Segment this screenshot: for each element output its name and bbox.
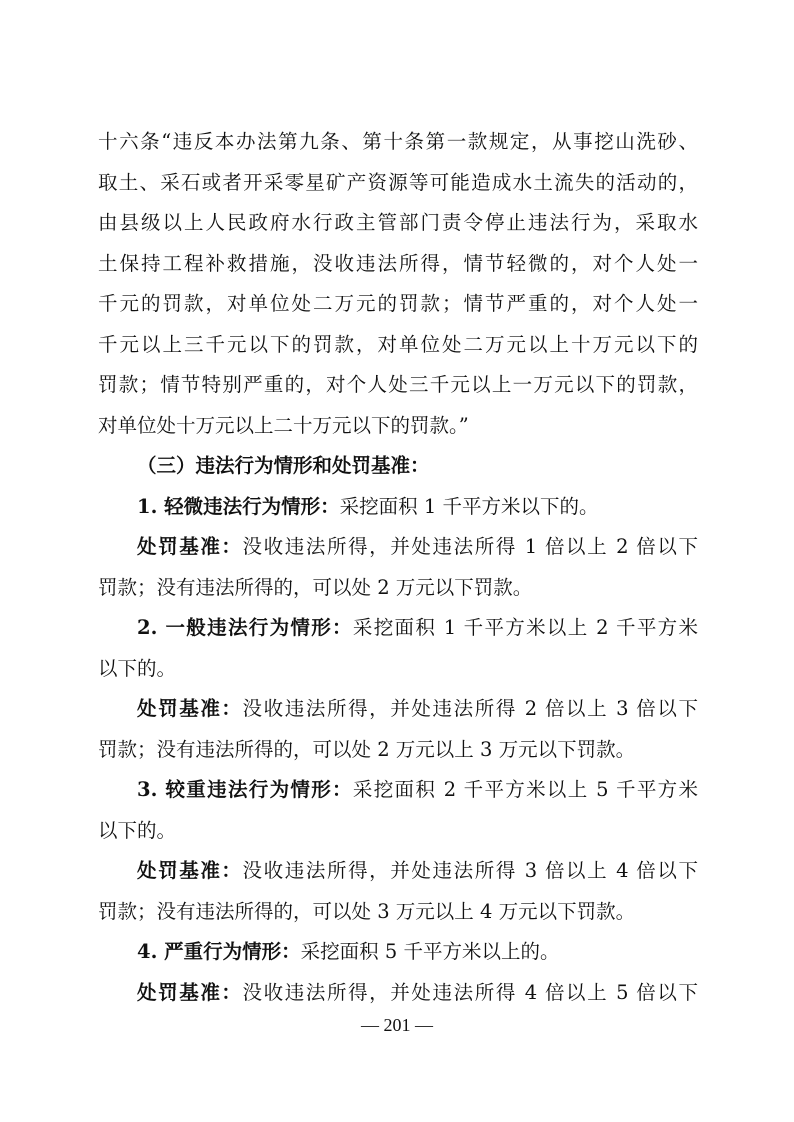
item-text: 采挖面积 2 千平方米以上 5 千平方米	[352, 778, 698, 801]
basis-line	[98, 527, 698, 568]
situation-line	[98, 770, 698, 811]
basis-label: 处罚基准：	[137, 859, 243, 882]
item-2-situation	[98, 608, 698, 689]
text-line: 罚款；情节特别严重的，对个人处三千元以上一万元以下的罚款，	[98, 373, 698, 396]
basis-text: 没收违法所得，并处违法所得 1 倍以上 2 倍以下	[242, 535, 698, 558]
section-heading: （三）违法行为情形和处罚基准：	[137, 454, 430, 477]
situation-line: 以下的。	[98, 656, 177, 680]
basis-text: 没收违法所得，并处违法所得 2 倍以上 3 倍以下	[242, 697, 698, 720]
situation-line: 以下的。	[98, 818, 177, 842]
item-text: 采挖面积 5 千平方米以上的。	[300, 940, 560, 963]
text-line: 千元以上三千元以下的罚款，对单位处二万元以上十万元以下的	[98, 332, 698, 356]
item-text: 采挖面积 1 千平方米以上 2 千平方米	[352, 616, 698, 639]
text-line: 对单位处十万元以上二十万元以下的罚款。”	[98, 413, 469, 437]
item-label: 2. 一般违法行为情形：	[137, 616, 353, 639]
page-number: — 201 —	[361, 1015, 433, 1035]
text-line: 千元的罚款，对单位处二万元的罚款；情节严重的，对个人处一	[98, 292, 698, 315]
basis-line	[98, 851, 698, 892]
situation-line	[98, 608, 698, 649]
basis-line: 罚款；没有违法所得的，可以处 2 万元以上 3 万元以下罚款。	[98, 737, 636, 761]
basis-label: 处罚基准：	[137, 980, 243, 1004]
item-label: 4. 严重行为情形：	[137, 940, 301, 963]
text-line: 土保持工程补救措施，没收违法所得，情节轻微的，对个人处一	[98, 251, 698, 275]
basis-text: 没收违法所得，并处违法所得 4 倍以上 5 倍以下	[242, 980, 698, 1004]
basis-label: 处罚基准：	[137, 535, 243, 558]
text-line: 由县级以上人民政府水行政主管部门责令停止违法行为，采取水	[98, 211, 698, 234]
basis-text: 没收违法所得，并处违法所得 3 倍以上 4 倍以下	[242, 859, 698, 882]
item-text: 采挖面积 1 千平方米以下的。	[339, 494, 599, 518]
item-3-situation	[98, 770, 698, 851]
item-3-basis	[98, 851, 698, 932]
item-1-basis	[98, 527, 698, 608]
basis-line: 罚款；没有违法所得的，可以处 3 万元以上 4 万元以下罚款。	[98, 899, 636, 923]
basis-line: 罚款；没有违法所得的，可以处 2 万元以下罚款。	[98, 575, 533, 599]
basis-label: 处罚基准：	[137, 697, 243, 720]
item-2-basis	[98, 689, 698, 770]
text-line: 十六条“违反本办法第九条、第十条第一款规定，从事挖山洗砂、	[98, 130, 698, 153]
item-1-situation	[98, 487, 698, 528]
item-4-situation	[98, 932, 698, 973]
basis-line	[98, 689, 698, 730]
item-label: 1. 轻微违法行为情形：	[137, 494, 340, 518]
item-label: 3. 较重违法行为情形：	[137, 778, 353, 801]
text-line: 取土、采石或者开采零星矿产资源等可能造成水土流失的活动的，	[98, 170, 698, 194]
quote-paragraph	[98, 122, 698, 446]
